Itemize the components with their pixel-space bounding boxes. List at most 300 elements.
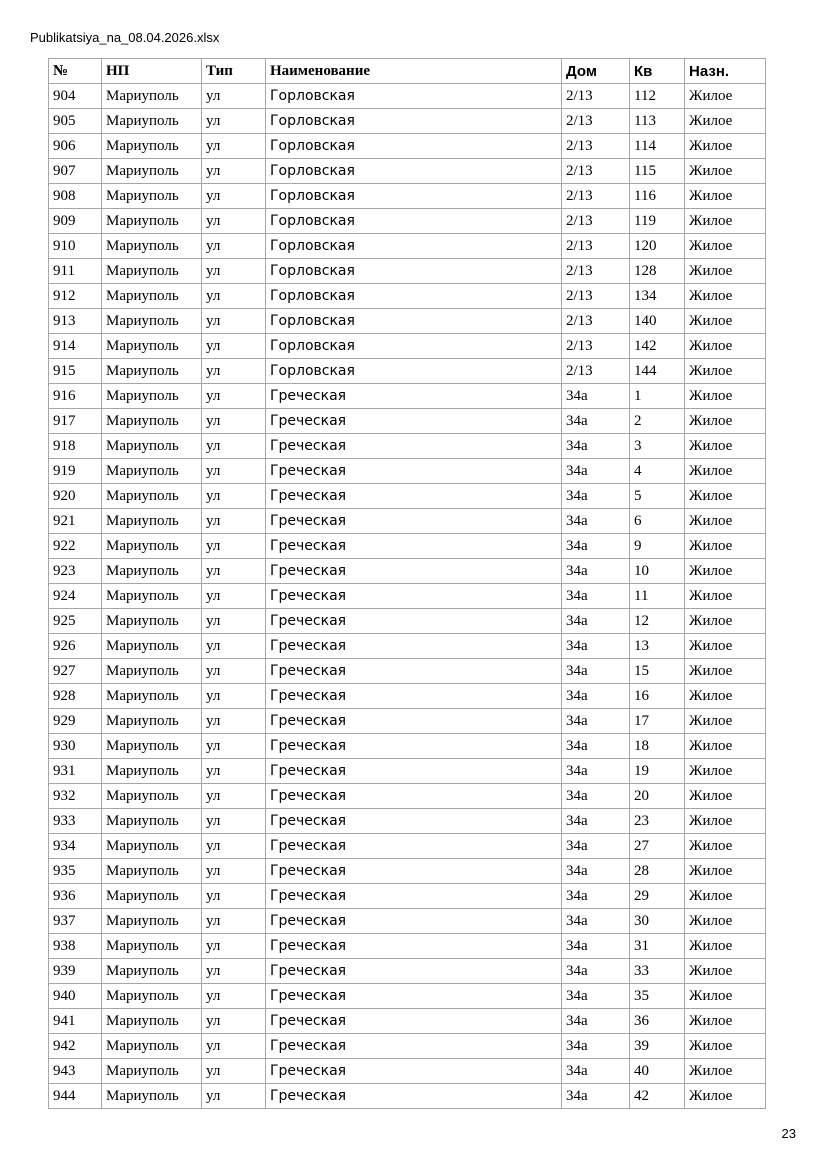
cell-number: 944: [49, 1084, 102, 1109]
cell-house: 2/13: [562, 334, 630, 359]
table-row: [49, 134, 766, 159]
cell-purpose: Жилое: [685, 509, 766, 534]
cell-type: ул: [202, 559, 266, 584]
cell-house: 2/13: [562, 184, 630, 209]
cell-house: 34а: [562, 584, 630, 609]
table-row: [49, 834, 766, 859]
cell-number: 913: [49, 309, 102, 334]
cell-street-name: Греческая: [266, 409, 562, 434]
cell-house: 2/13: [562, 309, 630, 334]
cell-settlement: Мариуполь: [102, 434, 202, 459]
cell-type: ул: [202, 234, 266, 259]
cell-street-name: Греческая: [266, 534, 562, 559]
table-row: [49, 1034, 766, 1059]
cell-settlement: Мариуполь: [102, 384, 202, 409]
table-row: [49, 234, 766, 259]
cell-settlement: Мариуполь: [102, 409, 202, 434]
cell-apartment: 6: [630, 509, 685, 534]
cell-apartment: 16: [630, 684, 685, 709]
cell-house: 34а: [562, 909, 630, 934]
cell-number: 930: [49, 734, 102, 759]
cell-purpose: Жилое: [685, 709, 766, 734]
cell-purpose: Жилое: [685, 284, 766, 309]
cell-purpose: Жилое: [685, 959, 766, 984]
cell-type: ул: [202, 659, 266, 684]
cell-apartment: 20: [630, 784, 685, 809]
cell-house: 34а: [562, 684, 630, 709]
cell-number: 925: [49, 609, 102, 634]
cell-apartment: 128: [630, 259, 685, 284]
cell-street-name: Греческая: [266, 709, 562, 734]
cell-type: ул: [202, 84, 266, 109]
cell-purpose: Жилое: [685, 334, 766, 359]
table-row: [49, 1009, 766, 1034]
cell-number: 939: [49, 959, 102, 984]
cell-settlement: Мариуполь: [102, 1034, 202, 1059]
cell-house: 34а: [562, 884, 630, 909]
cell-number: 905: [49, 109, 102, 134]
table-row: [49, 209, 766, 234]
cell-street-name: Греческая: [266, 1084, 562, 1109]
cell-house: 2/13: [562, 284, 630, 309]
cell-type: ул: [202, 384, 266, 409]
cell-apartment: 10: [630, 559, 685, 584]
cell-house: 2/13: [562, 84, 630, 109]
cell-house: 2/13: [562, 359, 630, 384]
cell-street-name: Горловская: [266, 84, 562, 109]
table-row: [49, 384, 766, 409]
cell-apartment: 42: [630, 1084, 685, 1109]
cell-street-name: Греческая: [266, 759, 562, 784]
cell-purpose: Жилое: [685, 384, 766, 409]
cell-type: ул: [202, 434, 266, 459]
cell-purpose: Жилое: [685, 759, 766, 784]
cell-settlement: Мариуполь: [102, 884, 202, 909]
cell-number: 909: [49, 209, 102, 234]
cell-type: ул: [202, 509, 266, 534]
cell-settlement: Мариуполь: [102, 909, 202, 934]
cell-street-name: Греческая: [266, 684, 562, 709]
cell-type: ул: [202, 184, 266, 209]
cell-type: ул: [202, 684, 266, 709]
cell-purpose: Жилое: [685, 809, 766, 834]
cell-type: ул: [202, 484, 266, 509]
cell-street-name: Горловская: [266, 109, 562, 134]
cell-purpose: Жилое: [685, 359, 766, 384]
cell-settlement: Мариуполь: [102, 1009, 202, 1034]
cell-number: 941: [49, 1009, 102, 1034]
cell-number: 922: [49, 534, 102, 559]
cell-street-name: Греческая: [266, 1009, 562, 1034]
table-row: [49, 484, 766, 509]
table-row: [49, 709, 766, 734]
cell-type: ул: [202, 259, 266, 284]
table-row: [49, 434, 766, 459]
cell-number: 904: [49, 84, 102, 109]
cell-apartment: 18: [630, 734, 685, 759]
cell-type: ул: [202, 609, 266, 634]
cell-type: ул: [202, 934, 266, 959]
table-row: [49, 634, 766, 659]
cell-settlement: Мариуполь: [102, 784, 202, 809]
cell-apartment: 114: [630, 134, 685, 159]
table-row: [49, 359, 766, 384]
cell-number: 916: [49, 384, 102, 409]
cell-number: 908: [49, 184, 102, 209]
cell-apartment: 144: [630, 359, 685, 384]
cell-street-name: Греческая: [266, 734, 562, 759]
cell-street-name: Горловская: [266, 134, 562, 159]
cell-settlement: Мариуполь: [102, 84, 202, 109]
cell-street-name: Греческая: [266, 859, 562, 884]
cell-apartment: 19: [630, 759, 685, 784]
cell-apartment: 142: [630, 334, 685, 359]
cell-house: 34а: [562, 834, 630, 859]
cell-number: 910: [49, 234, 102, 259]
cell-street-name: Горловская: [266, 159, 562, 184]
cell-settlement: Мариуполь: [102, 634, 202, 659]
cell-apartment: 33: [630, 959, 685, 984]
cell-settlement: Мариуполь: [102, 834, 202, 859]
cell-number: 937: [49, 909, 102, 934]
cell-settlement: Мариуполь: [102, 684, 202, 709]
cell-apartment: 119: [630, 209, 685, 234]
table-row: [49, 759, 766, 784]
cell-house: 34а: [562, 984, 630, 1009]
cell-type: ул: [202, 334, 266, 359]
table-row: [49, 459, 766, 484]
cell-number: 932: [49, 784, 102, 809]
cell-street-name: Греческая: [266, 909, 562, 934]
cell-settlement: Мариуполь: [102, 759, 202, 784]
cell-type: ул: [202, 859, 266, 884]
cell-settlement: Мариуполь: [102, 484, 202, 509]
table-row: [49, 334, 766, 359]
table-row: [49, 909, 766, 934]
cell-house: 34а: [562, 1084, 630, 1109]
cell-number: 920: [49, 484, 102, 509]
cell-house: 34а: [562, 784, 630, 809]
cell-type: ул: [202, 759, 266, 784]
cell-purpose: Жилое: [685, 1009, 766, 1034]
cell-apartment: 15: [630, 659, 685, 684]
cell-settlement: Мариуполь: [102, 234, 202, 259]
cell-number: 929: [49, 709, 102, 734]
cell-type: ул: [202, 134, 266, 159]
cell-apartment: 35: [630, 984, 685, 1009]
cell-type: ул: [202, 884, 266, 909]
cell-number: 918: [49, 434, 102, 459]
cell-purpose: Жилое: [685, 834, 766, 859]
cell-settlement: Мариуполь: [102, 709, 202, 734]
cell-street-name: Греческая: [266, 784, 562, 809]
table-row: [49, 534, 766, 559]
cell-purpose: Жилое: [685, 884, 766, 909]
cell-purpose: Жилое: [685, 559, 766, 584]
cell-purpose: Жилое: [685, 684, 766, 709]
cell-settlement: Мариуполь: [102, 209, 202, 234]
cell-number: 915: [49, 359, 102, 384]
cell-street-name: Греческая: [266, 659, 562, 684]
cell-number: 927: [49, 659, 102, 684]
cell-street-name: Греческая: [266, 1034, 562, 1059]
cell-apartment: 120: [630, 234, 685, 259]
cell-number: 936: [49, 884, 102, 909]
cell-house: 2/13: [562, 109, 630, 134]
cell-settlement: Мариуполь: [102, 359, 202, 384]
cell-apartment: 134: [630, 284, 685, 309]
table-row: [49, 309, 766, 334]
cell-apartment: 3: [630, 434, 685, 459]
cell-purpose: Жилое: [685, 209, 766, 234]
cell-type: ул: [202, 1034, 266, 1059]
cell-settlement: Мариуполь: [102, 134, 202, 159]
cell-house: 34а: [562, 559, 630, 584]
cell-purpose: Жилое: [685, 984, 766, 1009]
cell-number: 933: [49, 809, 102, 834]
cell-settlement: Мариуполь: [102, 259, 202, 284]
cell-apartment: 17: [630, 709, 685, 734]
cell-type: ул: [202, 709, 266, 734]
table-row: [49, 284, 766, 309]
cell-number: 911: [49, 259, 102, 284]
cell-purpose: Жилое: [685, 784, 766, 809]
data-table: [48, 58, 766, 1109]
table-row: [49, 959, 766, 984]
cell-house: 34а: [562, 1059, 630, 1084]
cell-settlement: Мариуполь: [102, 159, 202, 184]
cell-house: 34а: [562, 409, 630, 434]
cell-number: 912: [49, 284, 102, 309]
cell-purpose: Жилое: [685, 434, 766, 459]
cell-number: 917: [49, 409, 102, 434]
cell-number: 943: [49, 1059, 102, 1084]
cell-number: 924: [49, 584, 102, 609]
cell-settlement: Мариуполь: [102, 934, 202, 959]
cell-type: ул: [202, 909, 266, 934]
cell-purpose: Жилое: [685, 609, 766, 634]
cell-house: 2/13: [562, 209, 630, 234]
cell-number: 923: [49, 559, 102, 584]
cell-street-name: Греческая: [266, 1059, 562, 1084]
cell-purpose: Жилое: [685, 584, 766, 609]
cell-street-name: Греческая: [266, 834, 562, 859]
cell-settlement: Мариуполь: [102, 509, 202, 534]
cell-settlement: Мариуполь: [102, 459, 202, 484]
table-row: [49, 159, 766, 184]
cell-apartment: 116: [630, 184, 685, 209]
cell-number: 940: [49, 984, 102, 1009]
cell-apartment: 9: [630, 534, 685, 559]
cell-purpose: Жилое: [685, 1059, 766, 1084]
table-row: [49, 859, 766, 884]
cell-settlement: Мариуполь: [102, 109, 202, 134]
cell-apartment: 39: [630, 1034, 685, 1059]
cell-house: 2/13: [562, 134, 630, 159]
cell-type: ул: [202, 734, 266, 759]
cell-house: 34а: [562, 534, 630, 559]
table-row: [49, 734, 766, 759]
col-header-street-name: Наименование: [266, 59, 562, 84]
cell-street-name: Греческая: [266, 434, 562, 459]
cell-purpose: Жилое: [685, 234, 766, 259]
table-row: [49, 984, 766, 1009]
cell-settlement: Мариуполь: [102, 984, 202, 1009]
cell-type: ул: [202, 309, 266, 334]
cell-house: 34а: [562, 509, 630, 534]
cell-street-name: Греческая: [266, 959, 562, 984]
cell-street-name: Горловская: [266, 284, 562, 309]
cell-house: 34а: [562, 809, 630, 834]
cell-house: 2/13: [562, 259, 630, 284]
cell-purpose: Жилое: [685, 859, 766, 884]
cell-apartment: 4: [630, 459, 685, 484]
cell-apartment: 29: [630, 884, 685, 909]
cell-street-name: Греческая: [266, 934, 562, 959]
cell-type: ул: [202, 459, 266, 484]
cell-settlement: Мариуполь: [102, 959, 202, 984]
cell-street-name: Греческая: [266, 884, 562, 909]
cell-purpose: Жилое: [685, 259, 766, 284]
cell-settlement: Мариуполь: [102, 309, 202, 334]
cell-apartment: 112: [630, 84, 685, 109]
table-row: [49, 1084, 766, 1109]
table-row: [49, 509, 766, 534]
table-row: [49, 784, 766, 809]
cell-purpose: Жилое: [685, 934, 766, 959]
cell-settlement: Мариуполь: [102, 559, 202, 584]
cell-purpose: Жилое: [685, 134, 766, 159]
table-body: [49, 84, 766, 1109]
cell-apartment: 13: [630, 634, 685, 659]
cell-street-name: Горловская: [266, 309, 562, 334]
cell-type: ул: [202, 359, 266, 384]
cell-type: ул: [202, 284, 266, 309]
cell-street-name: Греческая: [266, 509, 562, 534]
cell-purpose: Жилое: [685, 184, 766, 209]
cell-street-name: Греческая: [266, 634, 562, 659]
cell-street-name: Греческая: [266, 484, 562, 509]
cell-number: 919: [49, 459, 102, 484]
cell-settlement: Мариуполь: [102, 1084, 202, 1109]
cell-settlement: Мариуполь: [102, 659, 202, 684]
cell-purpose: Жилое: [685, 634, 766, 659]
cell-purpose: Жилое: [685, 109, 766, 134]
cell-settlement: Мариуполь: [102, 734, 202, 759]
document-title: Publikatsiya_na_08.04.2026.xlsx: [30, 30, 220, 45]
cell-type: ул: [202, 534, 266, 559]
cell-purpose: Жилое: [685, 159, 766, 184]
table-row: [49, 559, 766, 584]
cell-settlement: Мариуполь: [102, 809, 202, 834]
cell-house: 34а: [562, 384, 630, 409]
cell-number: 914: [49, 334, 102, 359]
cell-house: 34а: [562, 634, 630, 659]
cell-house: 2/13: [562, 159, 630, 184]
cell-house: 34а: [562, 934, 630, 959]
cell-type: ул: [202, 959, 266, 984]
table-row: [49, 584, 766, 609]
cell-type: ул: [202, 834, 266, 859]
cell-purpose: Жилое: [685, 1034, 766, 1059]
table-row: [49, 259, 766, 284]
cell-apartment: 12: [630, 609, 685, 634]
cell-number: 906: [49, 134, 102, 159]
cell-purpose: Жилое: [685, 1084, 766, 1109]
cell-purpose: Жилое: [685, 534, 766, 559]
cell-street-name: Горловская: [266, 259, 562, 284]
cell-type: ул: [202, 409, 266, 434]
table-row: [49, 934, 766, 959]
cell-purpose: Жилое: [685, 909, 766, 934]
table-row: [49, 684, 766, 709]
cell-street-name: Горловская: [266, 359, 562, 384]
cell-street-name: Горловская: [266, 334, 562, 359]
cell-street-name: Греческая: [266, 459, 562, 484]
cell-purpose: Жилое: [685, 459, 766, 484]
cell-house: 34а: [562, 759, 630, 784]
cell-settlement: Мариуполь: [102, 609, 202, 634]
cell-apartment: 40: [630, 1059, 685, 1084]
cell-apartment: 5: [630, 484, 685, 509]
table-header-row: [49, 59, 766, 84]
cell-street-name: Греческая: [266, 809, 562, 834]
cell-settlement: Мариуполь: [102, 1059, 202, 1084]
cell-apartment: 28: [630, 859, 685, 884]
col-header-type: Тип: [202, 59, 266, 84]
cell-apartment: 23: [630, 809, 685, 834]
cell-house: 34а: [562, 434, 630, 459]
cell-apartment: 1: [630, 384, 685, 409]
cell-house: 34а: [562, 1009, 630, 1034]
cell-type: ул: [202, 159, 266, 184]
cell-apartment: 113: [630, 109, 685, 134]
cell-type: ул: [202, 584, 266, 609]
table-row: [49, 1059, 766, 1084]
col-header-number: №: [49, 59, 102, 84]
cell-number: 935: [49, 859, 102, 884]
cell-apartment: 11: [630, 584, 685, 609]
cell-type: ул: [202, 984, 266, 1009]
cell-number: 926: [49, 634, 102, 659]
cell-type: ул: [202, 109, 266, 134]
table-row: [49, 659, 766, 684]
cell-settlement: Мариуполь: [102, 334, 202, 359]
cell-house: 2/13: [562, 234, 630, 259]
cell-purpose: Жилое: [685, 409, 766, 434]
cell-number: 907: [49, 159, 102, 184]
cell-type: ул: [202, 809, 266, 834]
cell-type: ул: [202, 784, 266, 809]
cell-street-name: Греческая: [266, 984, 562, 1009]
cell-number: 931: [49, 759, 102, 784]
cell-apartment: 30: [630, 909, 685, 934]
cell-number: 921: [49, 509, 102, 534]
table-row: [49, 809, 766, 834]
col-header-purpose: Назн.: [685, 59, 766, 84]
cell-number: 934: [49, 834, 102, 859]
table-row: [49, 884, 766, 909]
cell-house: 34а: [562, 859, 630, 884]
cell-type: ул: [202, 209, 266, 234]
page-number: 23: [781, 1126, 796, 1141]
cell-settlement: Мариуполь: [102, 534, 202, 559]
cell-house: 34а: [562, 459, 630, 484]
cell-settlement: Мариуполь: [102, 584, 202, 609]
cell-house: 34а: [562, 709, 630, 734]
table-row: [49, 184, 766, 209]
table-row: [49, 609, 766, 634]
